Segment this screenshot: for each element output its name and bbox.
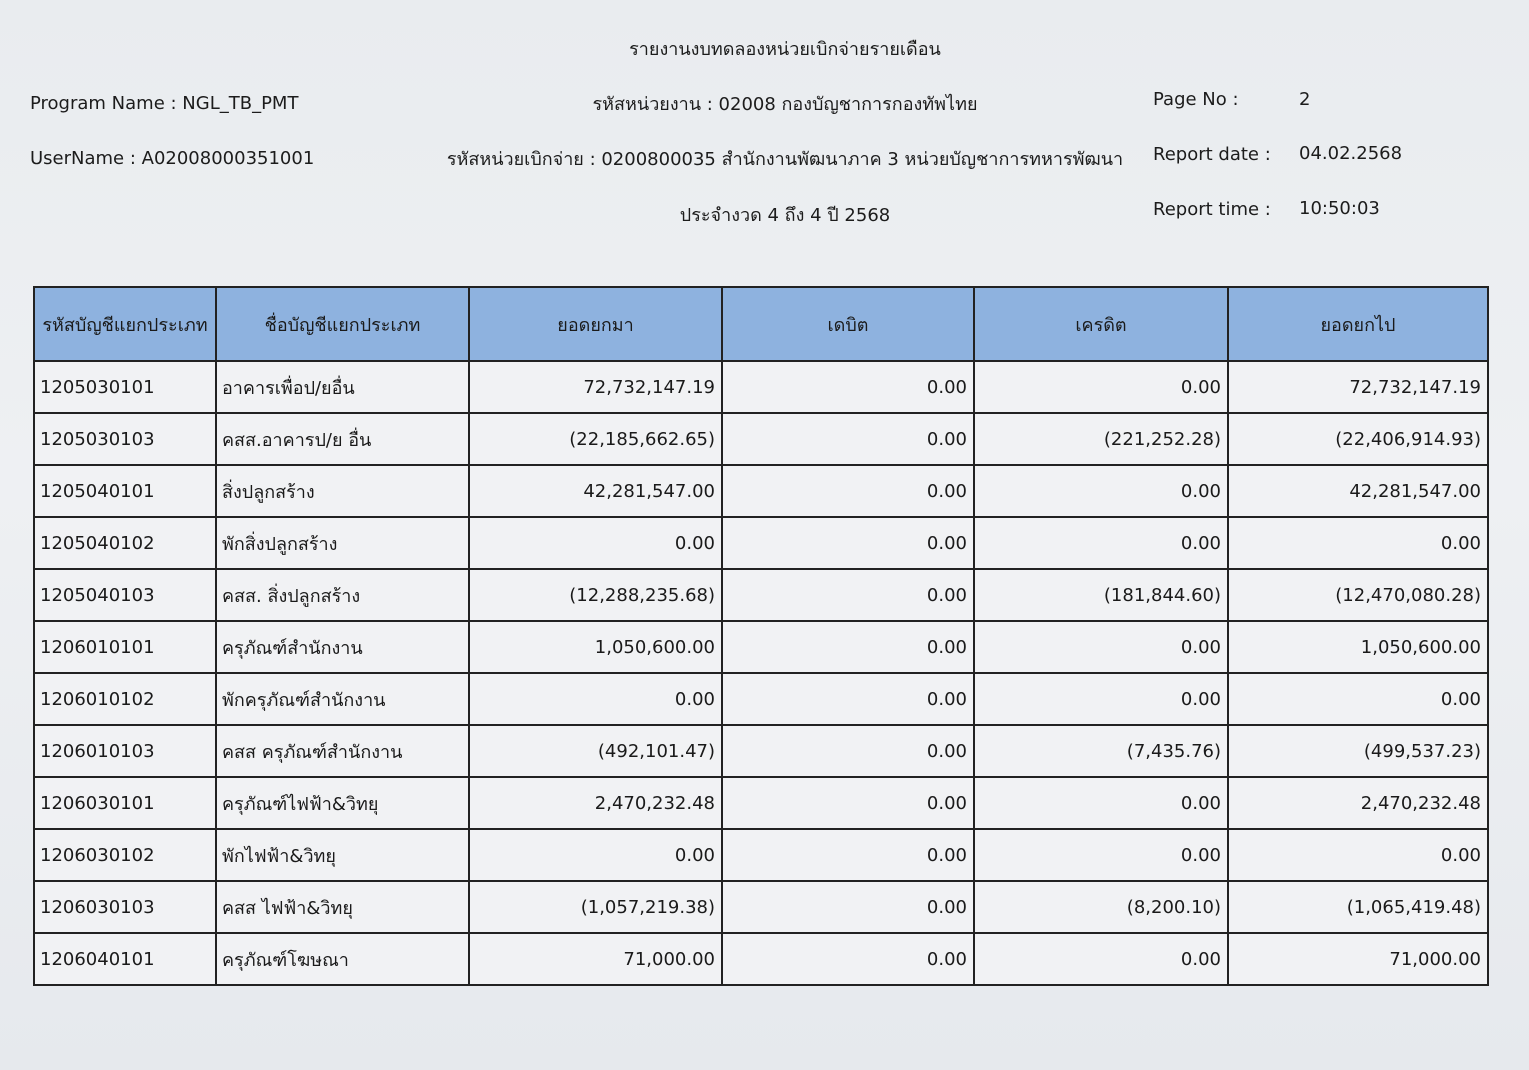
closing-balance-cell: 72,732,147.19 — [1228, 361, 1488, 413]
account-code-cell: 1206030103 — [34, 881, 216, 933]
closing-balance-cell: 1,050,600.00 — [1228, 621, 1488, 673]
credit-cell: (181,844.60) — [974, 569, 1228, 621]
closing-balance-cell: (22,406,914.93) — [1228, 413, 1488, 465]
account-name-cell: อาคารเพื่อป/ยอื่น — [216, 361, 469, 413]
debit-cell: 0.00 — [722, 413, 974, 465]
table-row — [34, 569, 1488, 621]
opening-balance-cell: 0.00 — [469, 517, 722, 569]
account-name-cell: พักครุภัณฑ์สำนักงาน — [216, 673, 469, 725]
table-row — [34, 621, 1488, 673]
opening-balance-cell: (1,057,219.38) — [469, 881, 722, 933]
debit-cell: 0.00 — [722, 881, 974, 933]
report-date-value: 04.02.2568 — [1299, 143, 1403, 164]
report-date-label: Report date : — [1153, 144, 1271, 165]
ledger-table-body — [34, 361, 1488, 985]
debit-cell: 0.00 — [722, 829, 974, 881]
account-code-cell: 1205040101 — [34, 465, 216, 517]
program-name: Program Name : NGL_TB_PMT — [30, 93, 299, 114]
opening-balance-cell: 1,050,600.00 — [469, 621, 722, 673]
account-code-cell: 1206010103 — [34, 725, 216, 777]
account-name-cell: พักไฟฟ้า&วิทยุ — [216, 829, 469, 881]
account-name-cell: ครุภัณฑ์ไฟฟ้า&วิทยุ — [216, 777, 469, 829]
department-code: รหัสหน่วยงาน : 02008 กองบัญชาการกองทัพไทย — [592, 94, 978, 115]
credit-cell: 0.00 — [974, 465, 1228, 517]
opening-balance-cell: 2,470,232.48 — [469, 777, 722, 829]
account-code-cell: 1206010101 — [34, 621, 216, 673]
account-name-cell: คสส ครุภัณฑ์สำนักงาน — [216, 725, 469, 777]
table-row — [34, 517, 1488, 569]
opening-balance-cell: 0.00 — [469, 829, 722, 881]
credit-cell: 0.00 — [974, 621, 1228, 673]
account-name-cell: ครุภัณฑ์สำนักงาน — [216, 621, 469, 673]
credit-cell: (8,200.10) — [974, 881, 1228, 933]
closing-balance-cell: 0.00 — [1228, 673, 1488, 725]
table-row — [34, 881, 1488, 933]
report-time-label: Report time : — [1153, 199, 1271, 220]
closing-balance-cell: 71,000.00 — [1228, 933, 1488, 985]
account-name-cell: สิ่งปลูกสร้าง — [216, 465, 469, 517]
column-header-credit: เครดิต — [974, 287, 1228, 361]
credit-cell: 0.00 — [974, 361, 1228, 413]
account-code-cell: 1206030101 — [34, 777, 216, 829]
opening-balance-cell: 72,732,147.19 — [469, 361, 722, 413]
opening-balance-cell: 71,000.00 — [469, 933, 722, 985]
table-row — [34, 777, 1488, 829]
debit-cell: 0.00 — [722, 569, 974, 621]
account-code-cell: 1205040102 — [34, 517, 216, 569]
closing-balance-cell: 0.00 — [1228, 517, 1488, 569]
account-code-cell: 1205030103 — [34, 413, 216, 465]
opening-balance-cell: (12,288,235.68) — [469, 569, 722, 621]
debit-cell: 0.00 — [722, 361, 974, 413]
report-title: รายงานงบทดลองหน่วยเบิกจ่ายรายเดือน — [629, 39, 941, 60]
debit-cell: 0.00 — [722, 465, 974, 517]
credit-cell: 0.00 — [974, 673, 1228, 725]
page-no-value: 2 — [1299, 89, 1311, 110]
table-row — [34, 725, 1488, 777]
closing-balance-cell: 42,281,547.00 — [1228, 465, 1488, 517]
credit-cell: 0.00 — [974, 517, 1228, 569]
page-no-label: Page No : — [1153, 89, 1239, 110]
closing-balance-cell: (499,537.23) — [1228, 725, 1488, 777]
table-row — [34, 465, 1488, 517]
opening-balance-cell: 0.00 — [469, 673, 722, 725]
credit-cell: 0.00 — [974, 933, 1228, 985]
account-name-cell: คสส ไฟฟ้า&วิทยุ — [216, 881, 469, 933]
closing-balance-cell: (1,065,419.48) — [1228, 881, 1488, 933]
user-name: UserName : A02008000351001 — [30, 148, 315, 169]
column-header-account-code: รหัสบัญชีแยกประเภท — [34, 287, 216, 361]
ledger-table — [33, 286, 1489, 986]
debit-cell: 0.00 — [722, 621, 974, 673]
debit-cell: 0.00 — [722, 777, 974, 829]
credit-cell: 0.00 — [974, 777, 1228, 829]
credit-cell: (7,435.76) — [974, 725, 1228, 777]
credit-cell: 0.00 — [974, 829, 1228, 881]
opening-balance-cell: 42,281,547.00 — [469, 465, 722, 517]
table-row — [34, 413, 1488, 465]
closing-balance-cell: 0.00 — [1228, 829, 1488, 881]
table-row — [34, 829, 1488, 881]
table-row — [34, 361, 1488, 413]
column-header-debit: เดบิต — [722, 287, 974, 361]
opening-balance-cell: (492,101.47) — [469, 725, 722, 777]
debit-cell: 0.00 — [722, 933, 974, 985]
account-name-cell: พักสิ่งปลูกสร้าง — [216, 517, 469, 569]
table-header-row — [34, 287, 1488, 361]
table-row — [34, 673, 1488, 725]
column-header-account-name: ชื่อบัญชีแยกประเภท — [216, 287, 469, 361]
report-time-value: 10:50:03 — [1299, 198, 1380, 219]
account-code-cell: 1206030102 — [34, 829, 216, 881]
column-header-closing-balance: ยอดยกไป — [1228, 287, 1488, 361]
account-code-cell: 1205040103 — [34, 569, 216, 621]
table-row — [34, 933, 1488, 985]
disbursement-unit: รหัสหน่วยเบิกจ่าย : 0200800035 สำนักงานพัฒนาภาค 3 หน่วยบัญชาการทหารพัฒนา — [446, 149, 1124, 170]
account-code-cell: 1206010102 — [34, 673, 216, 725]
closing-balance-cell: (12,470,080.28) — [1228, 569, 1488, 621]
account-code-cell: 1206040101 — [34, 933, 216, 985]
account-code-cell: 1205030101 — [34, 361, 216, 413]
column-header-opening-balance: ยอดยกมา — [469, 287, 722, 361]
opening-balance-cell: (22,185,662.65) — [469, 413, 722, 465]
account-name-cell: คสส. สิ่งปลูกสร้าง — [216, 569, 469, 621]
account-name-cell: คสส.อาคารป/ย อื่น — [216, 413, 469, 465]
closing-balance-cell: 2,470,232.48 — [1228, 777, 1488, 829]
debit-cell: 0.00 — [722, 725, 974, 777]
account-name-cell: ครุภัณฑ์โฆษณา — [216, 933, 469, 985]
debit-cell: 0.00 — [722, 517, 974, 569]
credit-cell: (221,252.28) — [974, 413, 1228, 465]
report-period: ประจำงวด 4 ถึง 4 ปี 2568 — [679, 205, 891, 226]
debit-cell: 0.00 — [722, 673, 974, 725]
